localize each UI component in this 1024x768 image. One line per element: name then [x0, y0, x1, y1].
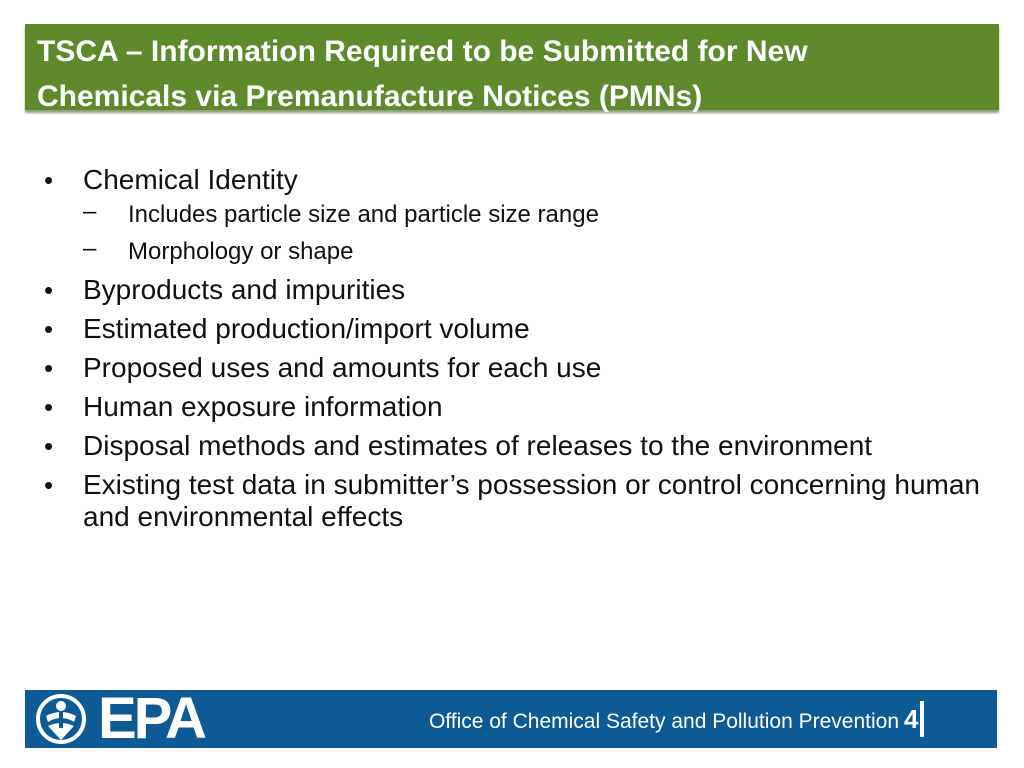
bullet-text: Proposed uses and amounts for each use [83, 352, 602, 383]
epa-logo-text: EPA [98, 686, 204, 751]
bullet-item [40, 391, 1000, 423]
sub-bullet-text: Includes particle size and particle size range [128, 201, 599, 228]
bullet-marker: • [44, 470, 54, 500]
bullet-item [40, 430, 1000, 462]
footer-bar [25, 686, 997, 751]
office-name: Office of Chemical Safety and Pollution Prevention [428, 710, 899, 733]
page-number-divider [920, 701, 924, 737]
bullet-marker: • [44, 353, 54, 383]
bullet-text: Byproducts and impurities [83, 274, 406, 305]
bullet-text: Estimated production/import volume [83, 313, 530, 344]
bullet-marker: • [44, 165, 54, 195]
sub-bullet-marker: – [83, 198, 97, 225]
sub-bullet-text: Morphology or shape [128, 238, 354, 265]
bullet-item [40, 469, 1000, 533]
bullet-text: Human exposure information [83, 391, 443, 422]
bullet-item [40, 274, 1000, 306]
sub-bullet-item [83, 237, 1000, 267]
bullet-item [40, 352, 1000, 384]
title-bar [25, 24, 999, 113]
bullet-list [40, 164, 1000, 533]
bullet-marker: • [44, 431, 54, 461]
bullet-text: Existing test data in submitter’s possession or control concerning human and environmental effects [83, 469, 980, 532]
bullet-text: Disposal methods and estimates of releases to the environment [83, 430, 873, 461]
title-line-1: TSCA – Information Required to be Submitted for New [37, 35, 808, 68]
bullet-marker: • [44, 392, 54, 422]
bullet-marker: • [44, 314, 54, 344]
sub-bullet-marker: – [83, 235, 97, 262]
bullet-item [40, 164, 1000, 267]
slide-content [40, 164, 1000, 540]
sub-bullet-list [83, 200, 1000, 267]
slide-title [37, 29, 987, 119]
epa-logo [30, 686, 204, 751]
page-number: 4 [904, 704, 919, 734]
bullet-text: Chemical Identity [83, 164, 298, 195]
bullet-item [40, 313, 1000, 345]
bullet-marker: • [44, 275, 54, 305]
epa-flower-logo-icon [30, 694, 92, 744]
title-line-2: Chemicals via Premanufacture Notices (PMNs) [37, 80, 703, 113]
sub-bullet-item [83, 200, 1000, 230]
